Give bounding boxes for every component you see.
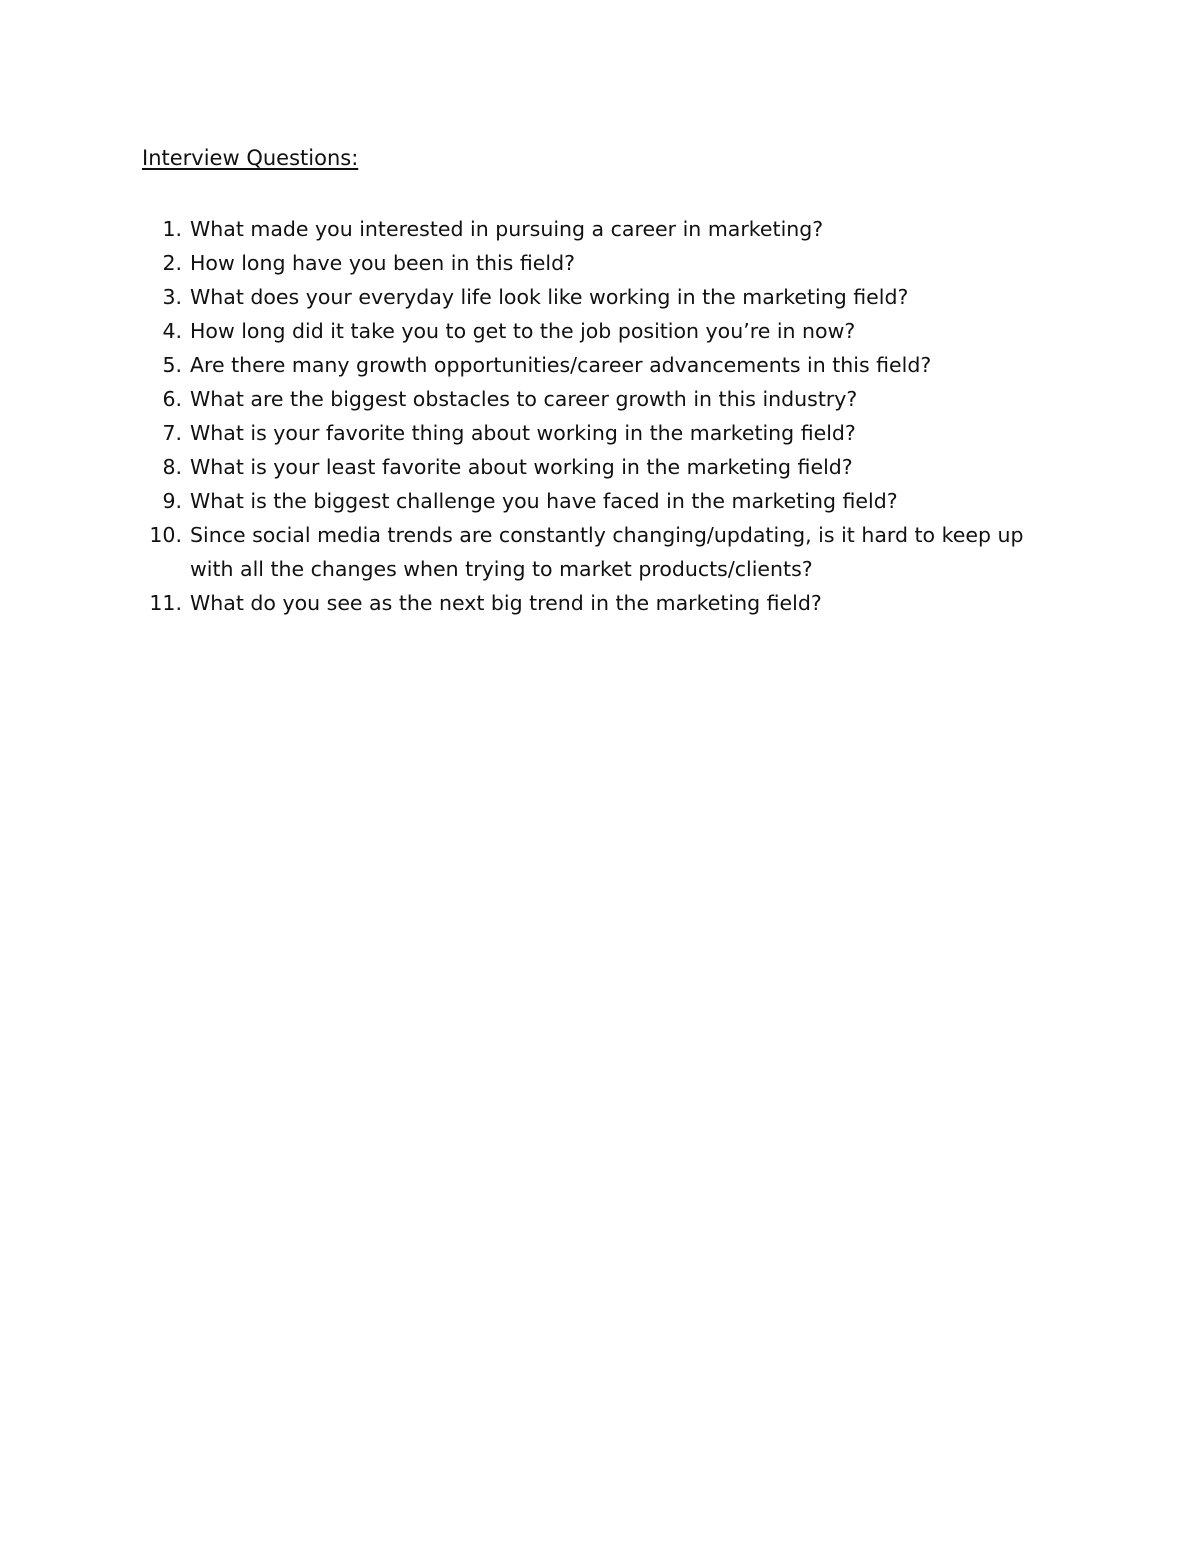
question-text: What is the biggest challenge you have faced in the marketing field? bbox=[190, 489, 898, 513]
list-number: 7. bbox=[162, 421, 182, 445]
question-text: How long did it take you to get to the job position you’re in now? bbox=[190, 319, 856, 343]
list-number: 3. bbox=[162, 285, 182, 309]
list-item bbox=[120, 416, 1040, 450]
list-number: 6. bbox=[162, 387, 182, 411]
question-text: What is your least favorite about working in the marketing field? bbox=[190, 455, 853, 479]
list-item bbox=[120, 246, 1040, 280]
list-item bbox=[120, 484, 1040, 518]
list-item bbox=[120, 348, 1040, 382]
list-item bbox=[120, 518, 1040, 586]
list-number: 10. bbox=[149, 523, 182, 547]
list-number: 9. bbox=[162, 489, 182, 513]
question-text: What made you interested in pursuing a career in marketing? bbox=[190, 217, 824, 241]
question-text: What are the biggest obstacles to career growth in this industry? bbox=[190, 387, 858, 411]
list-item bbox=[120, 212, 1040, 246]
question-text: Are there many growth opportunities/career advancements in this field? bbox=[190, 353, 932, 377]
page-title: Interview Questions: bbox=[142, 146, 359, 170]
list-item bbox=[120, 450, 1040, 484]
list-item bbox=[120, 280, 1040, 314]
question-text: Since social media trends are constantly changing/updating, is it hard to keep up with all the changes when trying to market products/clients? bbox=[190, 523, 1024, 581]
list-item bbox=[120, 382, 1040, 416]
question-text: What does your everyday life look like working in the marketing field? bbox=[190, 285, 909, 309]
list-number: 1. bbox=[162, 217, 182, 241]
list-number: 2. bbox=[162, 251, 182, 275]
question-text: What is your favorite thing about working in the marketing field? bbox=[190, 421, 856, 445]
list-number: 8. bbox=[162, 455, 182, 479]
list-number: 11. bbox=[149, 591, 182, 615]
list-item bbox=[120, 586, 1040, 620]
question-text: What do you see as the next big trend in the marketing field? bbox=[190, 591, 822, 615]
question-text: How long have you been in this field? bbox=[190, 251, 575, 275]
question-list bbox=[120, 212, 1040, 620]
list-number: 4. bbox=[162, 319, 182, 343]
list-number: 5. bbox=[162, 353, 182, 377]
list-item bbox=[120, 314, 1040, 348]
